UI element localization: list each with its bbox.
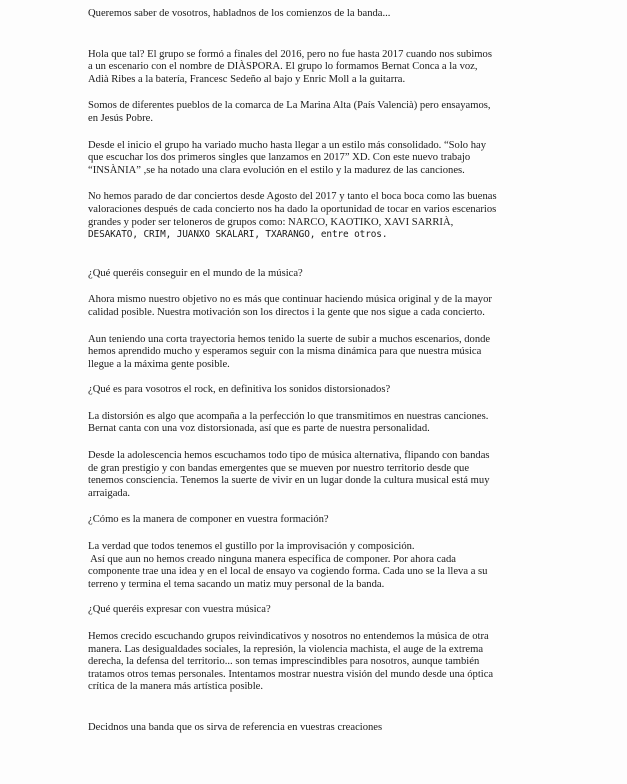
paragraph-formation (88, 49, 564, 87)
paragraph-line: Aun teniendo una corta trayectoria hemos tenido la suerte de subir a muchos escenarios, donde (88, 333, 491, 345)
paragraph-line: Hola que tal? El grupo se formó a finales del 2016, pero no fue hasta 2017 cuando nos subimos (88, 48, 492, 60)
paragraph-line: arraigada. (88, 487, 131, 499)
question-beginnings: Queremos saber de vosotros, habladnos de los comienzos de la banda... (88, 8, 391, 19)
paragraph-concerts (88, 191, 564, 241)
question-reference-band: Decidnos una banda que os sirva de referencia en vuestras creaciones (88, 721, 383, 733)
document-body (88, 8, 564, 735)
paragraph-line: valoraciones después de cada concierto nos ha dado la oportunidad de tocar en varios escenarios (88, 203, 497, 215)
paragraph-express (88, 631, 564, 694)
paragraph-line-bands: DESAKATO, CRIM, JUANXO SKALARI, TXARANGO, entre otros. (88, 229, 388, 241)
paragraph-line: de gran prestigio y con bandas emergentes que se mueven por nuestro territorio desde que (88, 462, 470, 474)
paragraph-line: en Jesús Pobre. (88, 112, 154, 124)
question-composing: ¿Cómo es la manera de componer en vuestra formación? (88, 514, 329, 526)
paragraph-line: calidad posible. Nuestra motivación son los directos i la gente que nos sigue a cada concierto. (88, 306, 485, 318)
paragraph-line: Bernat canta con una voz distorsionada, así que es parte de nuestra personalidad. (88, 423, 430, 435)
paragraph-line: Así que aun no hemos creado ninguna manera específica de componer. Por ahora cada (88, 553, 456, 565)
question-goals: ¿Qué queréis conseguir en el mundo de la música? (88, 267, 303, 279)
paragraph-composing (88, 541, 564, 591)
paragraph-line: Desde el inicio el grupo ha variado mucho hasta llegar a un estilo más consolidado. “Solo hay (88, 139, 487, 151)
paragraph-line: llegue a la máxima gente posible. (88, 358, 230, 370)
question-express: ¿Qué queréis expresar con vuestra música? (88, 604, 271, 616)
paragraph-line: crítica de la manera más artística posible. (88, 681, 264, 693)
paragraph-line: Ahora mismo nuestro objetivo no es más que continuar haciendo música original y de la mayor (88, 294, 492, 306)
paragraph-goals (88, 294, 564, 319)
paragraph-line: componente trae una idea y en el local de ensayo va cogiendo forma. Cada uno se la lleva a su (88, 566, 488, 578)
paragraph-line: Hemos crecido escuchando grupos reivindicativos y nosotros no entendemos la música de otra (88, 631, 489, 642)
paragraph-trajectory (88, 334, 564, 372)
paragraph-line: Adià Ribes a la batería, Francesc Sedeño al bajo y Enric Moll a la guitarra. (88, 73, 406, 85)
paragraph-line: que escuchar los dos primeros singles que lanzamos en 2017” XD. Con este nuevo trabajo (88, 152, 471, 164)
paragraph-distortion (88, 411, 564, 436)
paragraph-line: Somos de diferentes pueblos de la comarca de La Marina Alta (País Valencià) pero ensayamos, (88, 100, 491, 112)
paragraph-line: tratamos otros temas personales. Intentamos mostrar nuestra visión del mundo desde una óptica (88, 668, 494, 680)
paragraph-line: grandes y poder ser teloneros de grupos como: NARCO, KAOTIKO, XAVI SARRIÀ, (88, 216, 454, 228)
paragraph-line: a un escenario con el nombre de DIÀSPORA. El grupo lo formamos Bernat Conca a la voz, (88, 61, 478, 73)
paragraph-line: terreno y termina el tema sacando un matiz muy personal de la banda. (88, 578, 385, 590)
paragraph-line: La verdad que todos tenemos el gustillo por la improvisación y composición. (88, 541, 415, 553)
paragraph-line: La distorsión es algo que acompaña a la perfección lo que transmitimos en nuestras canciones. (88, 410, 489, 422)
question-rock: ¿Qué es para vosotros el rock, en definitiva los sonidos distorsionados? (88, 384, 391, 396)
paragraph-line: No hemos parado de dar conciertos desde Agosto del 2017 y tanto el boca boca como las buenas (88, 191, 497, 203)
paragraph-origin (88, 100, 564, 125)
paragraph-line: Desde la adolescencia hemos escuchamos todo tipo de música alternativa, flipando con bandas (88, 450, 490, 462)
paragraph-line: tenemos consciencia. Tenemos la suerte de vivir en un lugar donde la cultura musical está muy (88, 475, 490, 487)
paragraph-evolution (88, 140, 564, 178)
paragraph-line: “INSÀNIA” ,se ha notado una clara evolución en el estilo y la madurez de las canciones. (88, 164, 465, 176)
paragraph-line: derecha, la defensa del territorio... son temas imprescindibles para nosotros, aunque también (88, 656, 480, 668)
paragraph-adolescence (88, 450, 564, 500)
paragraph-line: hemos aprendido mucho y esperamos seguir con la misma dinámica para que nuestra música (88, 346, 482, 358)
paragraph-line: manera. Las desigualdades sociales, la represión, la violencia machista, el auge de la extrema (88, 643, 484, 655)
